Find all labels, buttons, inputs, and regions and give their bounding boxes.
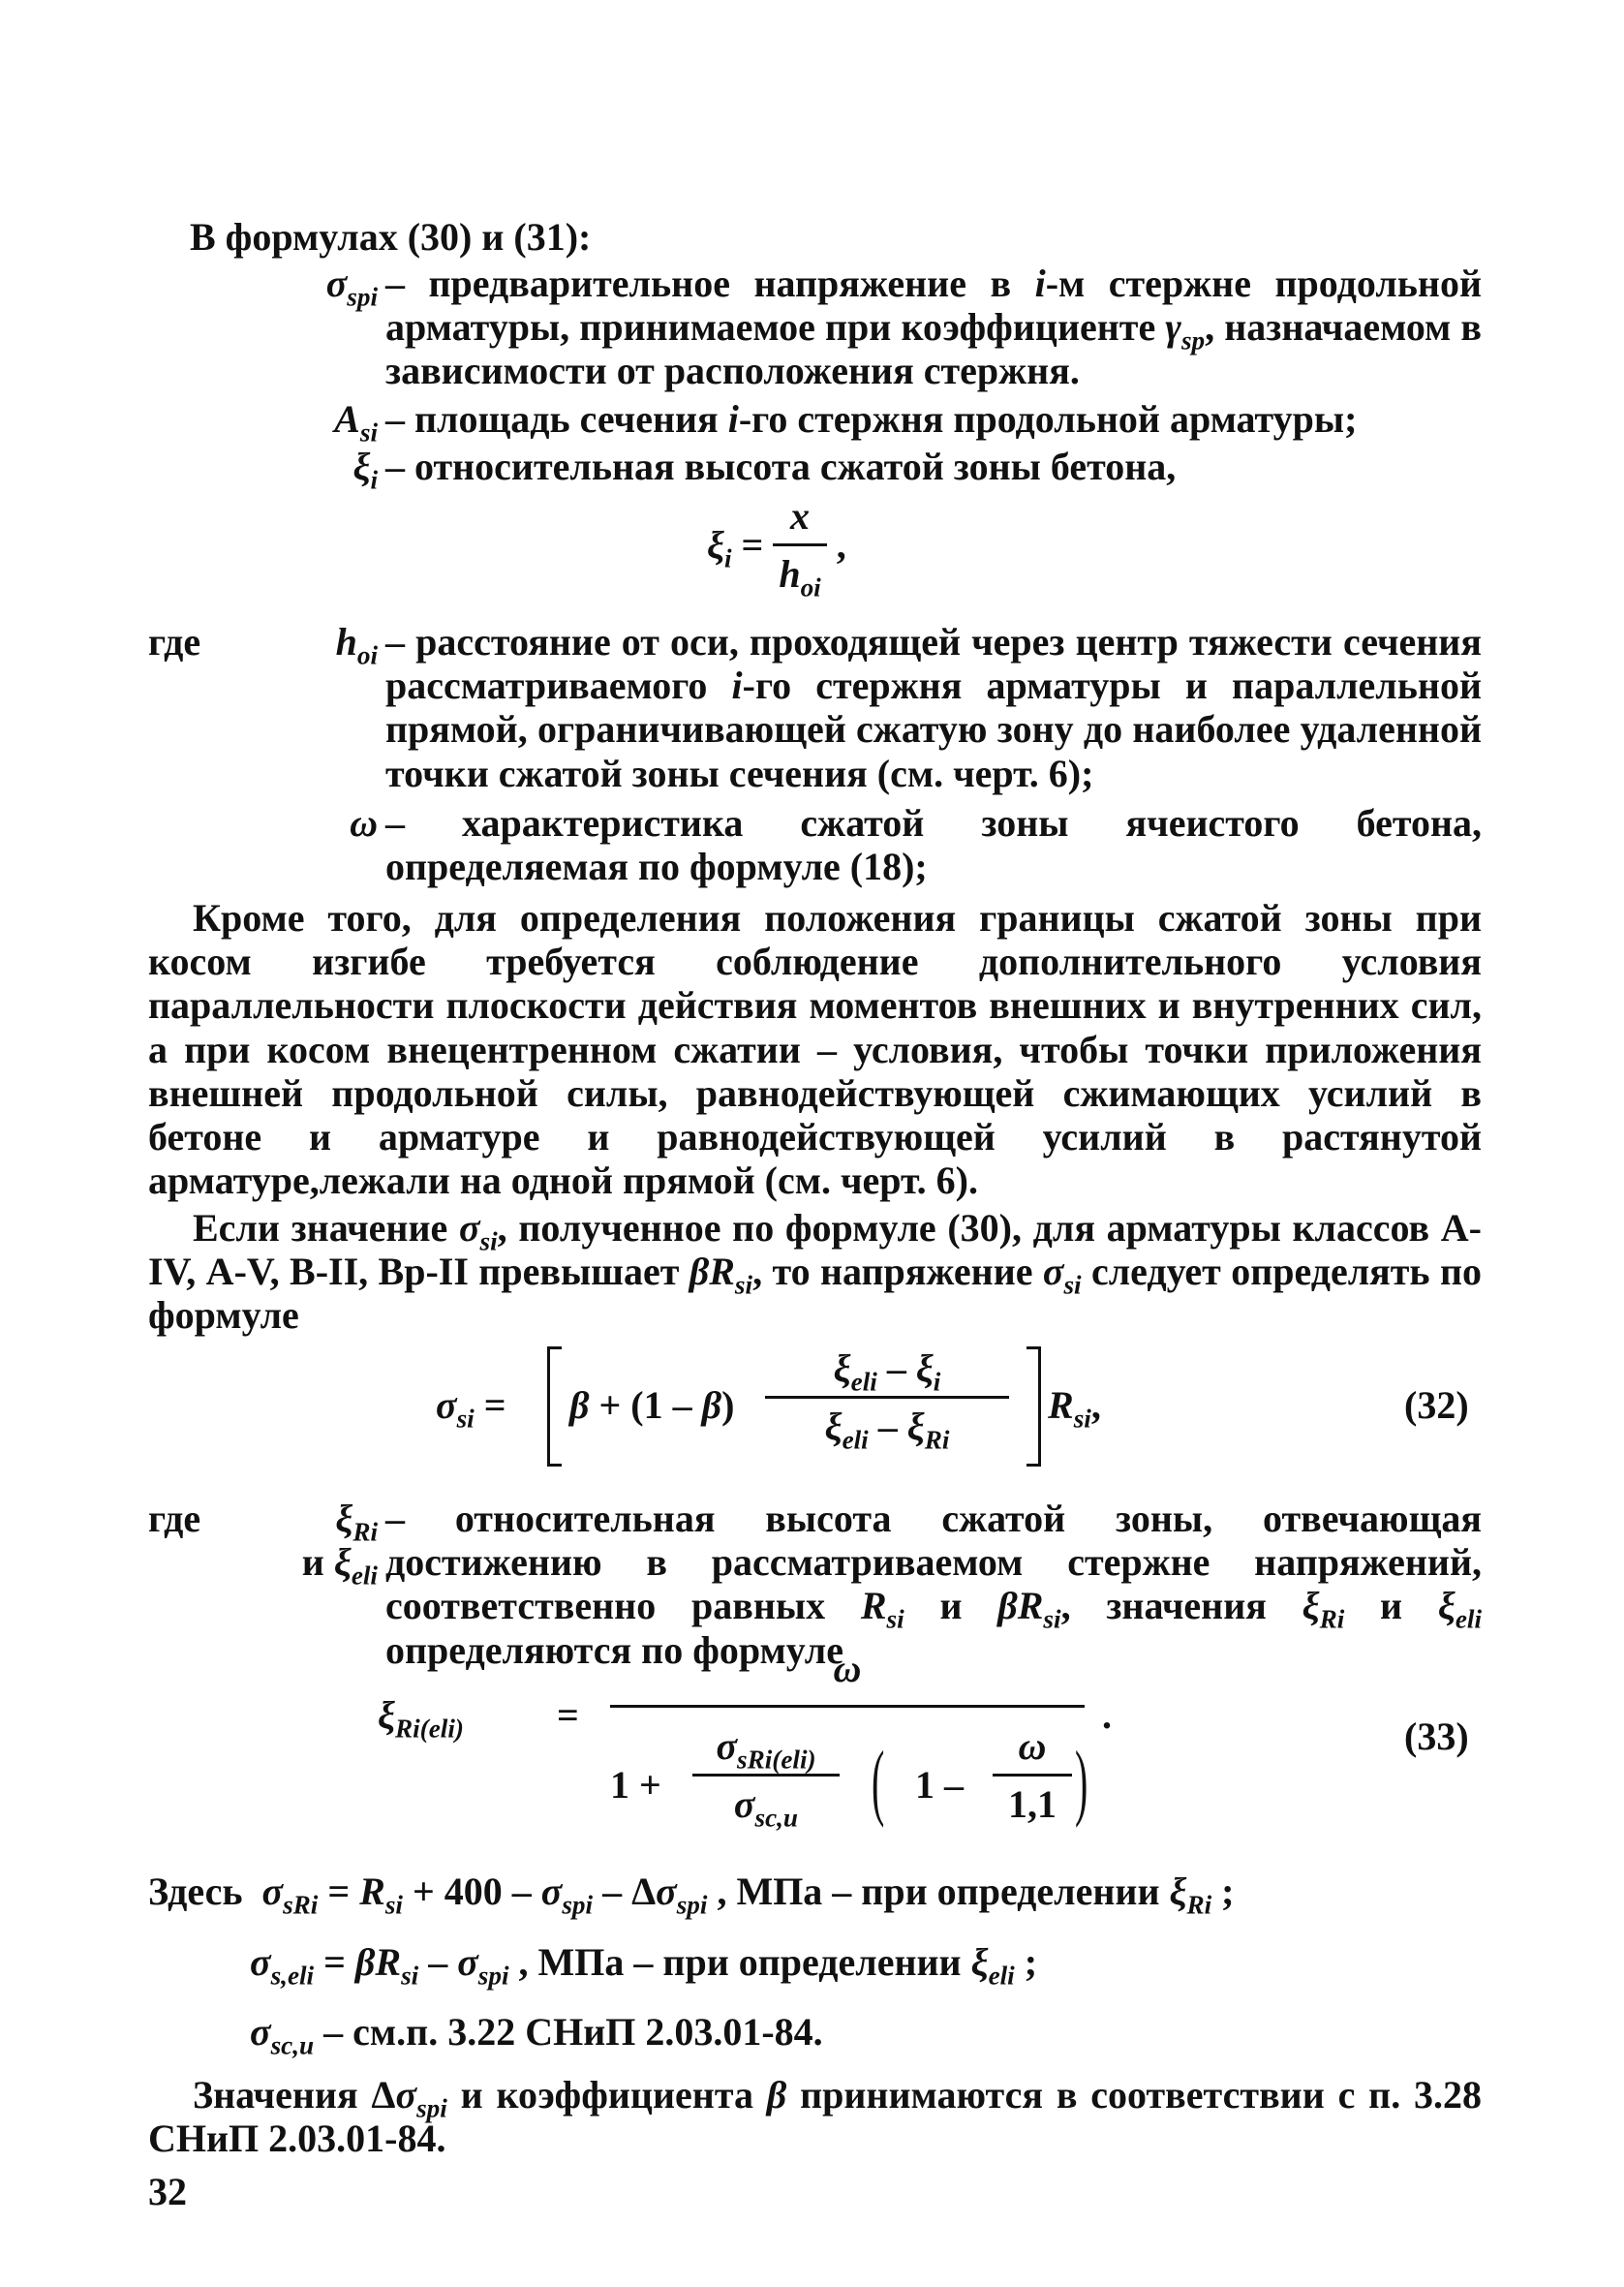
- definition-text: – предварительное напряжение в i-м стержне продольной арматуры, принимаемое при коэффициенте $\gamma_{sp}$, назначаемом в зависимости от расположения стержня.: [385, 262, 1483, 393]
- definitions-list-2: [242, 620, 1482, 888]
- fraction: $\frac{\xi_{eli} - \xi_i}{\xi_{eli} - \xi_{Ri}}$: [765, 1346, 1009, 1448]
- fraction: $\frac{x}{h_{oi}}$: [773, 494, 826, 596]
- definition-item: [242, 444, 1482, 495]
- definition-text: – площадь сечения i-го стержня продольной арматуры;: [385, 396, 1358, 441]
- definition-symbol: $\xi_{Ri}$ и $\xi_{eli}$: [301, 1497, 378, 1591]
- left-bracket: [547, 1346, 562, 1467]
- paragraph-oblique-bending: Кроме того, для определения положения границы сжатой зоны при косом изгибе требуется соблюдение дополнительного условия параллельности плоскости действия моментов внешних и внутренних сил, а при косом внецентренном сжатии – условия, чтобы точки приложения внешней продольной силы, равнодействующей сжимающих усилий в бетоне и арматуре и равнодействующей усилий в растянутой арматуре,лежали на одной прямой (см. черт. 6).: [148, 896, 1482, 1203]
- fraction: $\frac{\omega}{1,1}$: [993, 1724, 1072, 1826]
- fraction: $\frac{\sigma_{sRi(eli)}}{\sigma_{sc,u}}$: [692, 1724, 840, 1826]
- definition-symbol: $h_{oi}$: [335, 620, 378, 670]
- equation-period: .: [1102, 1693, 1112, 1737]
- equation-32: $\sigma_{si}$ = β + (1 – β) $\frac{\xi_{eli} - \xi_i}{\xi_{eli} - \xi_{Ri}}$ $R_{si}$,: [436, 1346, 1336, 1463]
- here-line-2: $\sigma_{s,eli} = \beta R_{si} - \sigma_{spi}$ , МПа – при определении $\xi_{eli}$ ;: [250, 1940, 1038, 1991]
- here-line-3: $\sigma_{sc,u} - см.п$. 3.22 СНиП 2.03.01-84.: [250, 2010, 823, 2060]
- definition-item: [242, 262, 1482, 393]
- formula-xi: $\xi_i$ = $\frac{x}{h_{oi}}$ ,: [707, 494, 846, 603]
- definition-item: [242, 801, 1482, 888]
- where-label-2: где: [148, 1497, 201, 1540]
- equation-33: $\xi_{Ri(eli)}$ = ω . 1 + $\frac{\sigma_{sRi(eli)}}{\sigma_{sc,u}}$ ( 1 – $\frac{\omega}{1,1}$ ): [378, 1647, 1112, 1833]
- definition-text: – характеристика сжатой зоны ячеистого бетона, определяемая по формуле (18);: [385, 800, 1482, 888]
- page-number: 32: [148, 2170, 187, 2213]
- main-fraction-line: [610, 1705, 1085, 1708]
- definition-symbol: $\xi_i$: [352, 444, 378, 495]
- definition-item: [242, 620, 1482, 795]
- definition-text: – относительная высота сжатой зоны бетона,: [385, 444, 1177, 488]
- paragraph-values: Значения $\Delta\sigma_{spi}$ и коэффициента β принимаются в соответствии с п. 3.28 СНиП 2.03.01-84.: [148, 2073, 1482, 2161]
- right-bracket: [1026, 1346, 1041, 1467]
- definitions-list-1: [242, 262, 1483, 495]
- definition-symbol: ω: [350, 800, 378, 845]
- equation-number-32: (32): [1404, 1383, 1469, 1427]
- definition-text: – расстояние от оси, проходящей через центр тяжести сечения рассматриваемого i-го стержня арматуры и параллельной прямой, ограничивающей сжатую зону до наиболее удаленной точки сжатой зоны сечения (см. черт. 6);: [385, 620, 1482, 795]
- formula-comma: ,: [836, 523, 846, 568]
- paragraph-stress-condition: Если значение $\sigma_{si}$, полученное по формуле (30), для арматуры классов А-IV, А-V, В-II, Вр-II превышает $\beta R_{si}$, то напряжение $\sigma_{si}$ следует определять по формуле: [148, 1206, 1483, 1338]
- definition-symbol: $A_{si}$: [334, 396, 378, 448]
- equation-number-33: (33): [1404, 1715, 1469, 1758]
- intro-line: В формулах (30) и (31):: [190, 215, 592, 259]
- definition-symbol: $\sigma_{spi}$: [325, 262, 378, 312]
- here-line-1: Здесь $\sigma_{sRi} = R_{si} + 400 - \sigma_{spi} - \Delta\sigma_{spi}$ , МПа – при определении $\xi_{Ri}$ ;: [148, 1870, 1235, 1920]
- where-label-1: где: [148, 620, 201, 664]
- definition-text: – относительная высота сжатой зоны, отвечающая достижению в рассматриваемом стержне напряжений, соответственно равных $R_{si}$ и $\beta R_{si}$, значения $\xi_{Ri}$ и $\xi_{eli}$ определяются по формуле: [385, 1497, 1483, 1672]
- definition-item: [242, 396, 1482, 448]
